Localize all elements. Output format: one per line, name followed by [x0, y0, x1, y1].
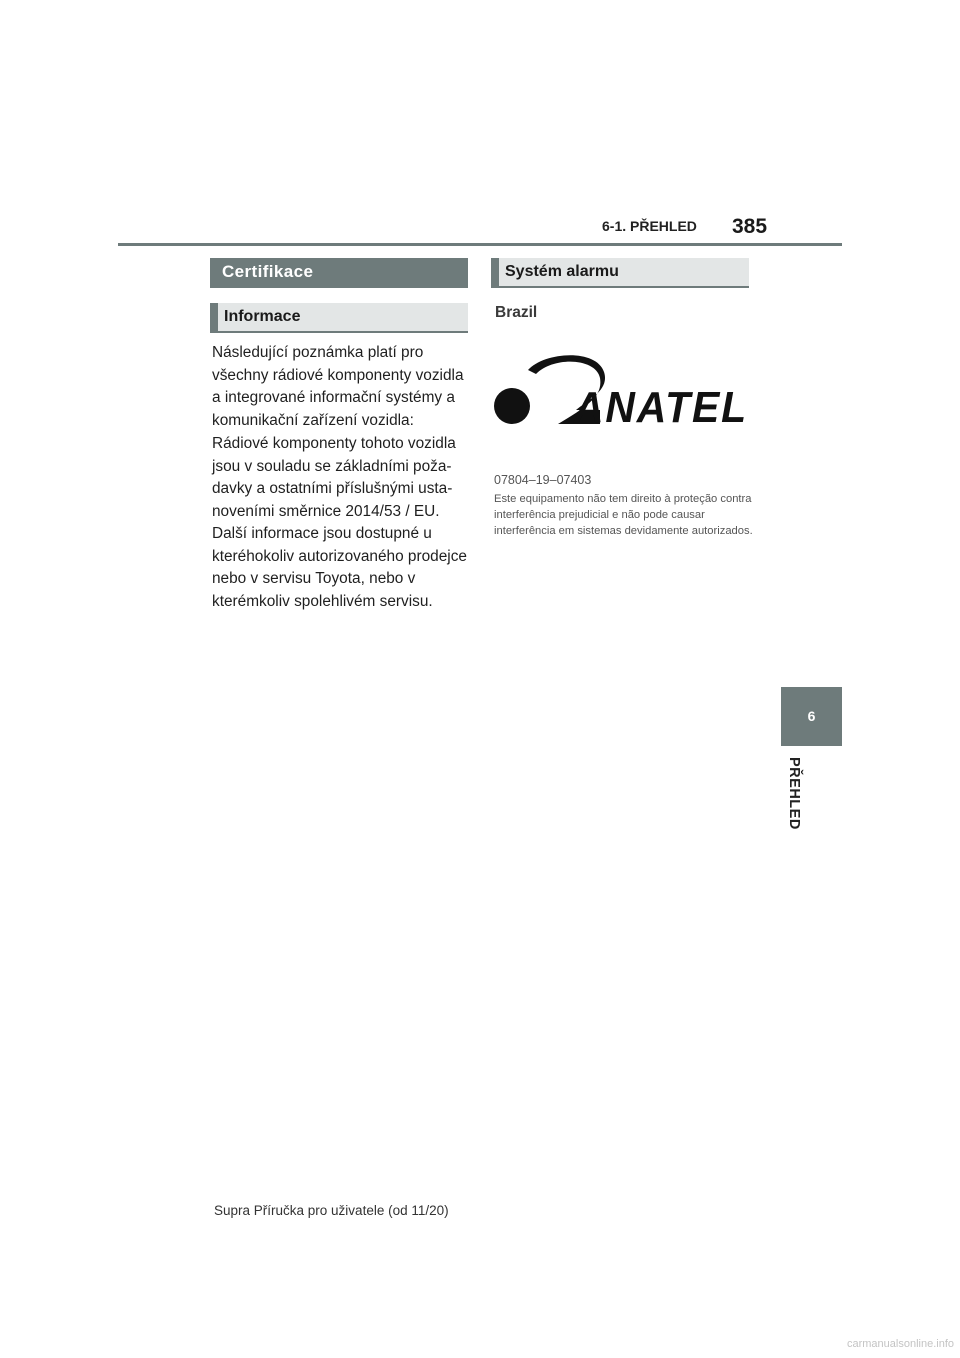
- paragraph-notice-text: Následující poznámka platí pro všechny rádiové komponenty vozidla a integrované informační systémy a komunikační zařízení vozidla:: [212, 344, 464, 429]
- watermark: carmanualsonline.info: [846, 1338, 954, 1350]
- header-rule: [118, 243, 842, 246]
- paragraph-compliance: [212, 433, 474, 613]
- paragraph-notice: [212, 342, 474, 432]
- chapter-tab-number: 6: [781, 687, 842, 746]
- anatel-logo: [492, 354, 752, 428]
- page-number: 385: [732, 215, 768, 238]
- anatel-logo-icon: [492, 354, 752, 428]
- certificate-code: 07804–19–07403: [494, 473, 592, 487]
- country-heading: Brazil: [495, 304, 538, 321]
- section-title-certifikace: Certifikace: [210, 258, 468, 288]
- paragraph-compliance-text: Rádiové komponenty tohoto vozidla jsou v souladu se základními požadavky a ostatními příslušnými ustanoveními směrnice 2014/53 / EU. Další informace jsou dostupné u kteréhokoliv autorizovaného prodejce nebo v servisu Toyota, nebo v kterémkoliv spolehlivém servisu.: [212, 435, 467, 610]
- anatel-logo-text: ANATEL: [573, 383, 748, 428]
- subsection-title-informace: Informace: [210, 303, 468, 333]
- section-label: 6-1. PŘEHLED: [602, 218, 697, 234]
- footer-text: Supra Příručka pro uživatele (od 11/20): [214, 1203, 449, 1218]
- chapter-tab-label: PŘEHLED: [786, 757, 802, 830]
- section-title-alarm: Systém alarmu: [491, 258, 749, 288]
- certificate-notice: Este equipamento não tem direito à proteção contra interferência prejudicial e não pode causar interferência em sistemas devidamente autorizados.: [494, 493, 753, 537]
